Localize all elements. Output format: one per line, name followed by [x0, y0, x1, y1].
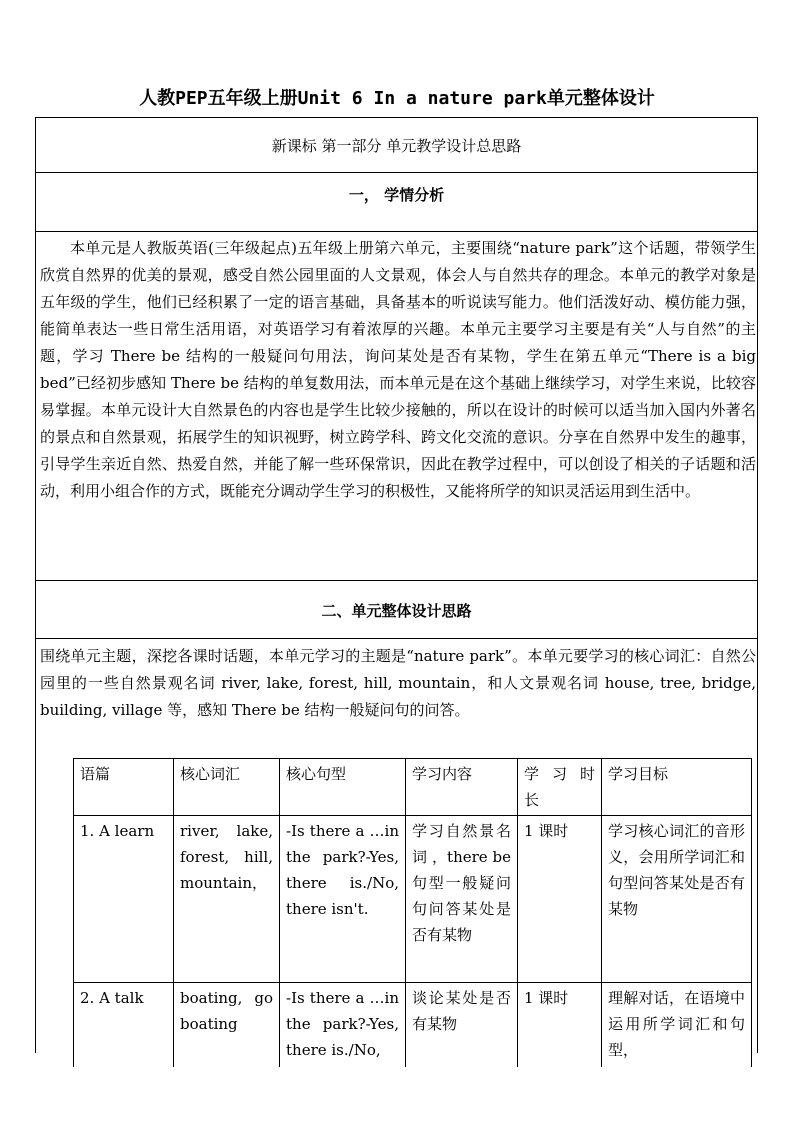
section1-paragraph: 本单元是人教版英语(三年级起点)五年级上册第六单元，主要围绕“nature park”这个话题，带领学生欣赏自然界的优美的景观，感受自然公园里面的人文景观，体会人与自然共存的理念。本单元的教学对象是五年级的学生，他们已经积累了一定的语言基础，具备基本的听说读写能力。他们活泼好动、模仿能力强，能简单表达一些日常生活用语，对英语学习有着浓厚的兴趣。本单元主要学习主要是有关“人与自然”的主题，学习 There be 结构的一般疑问句用法，询问某处是否有某物，学生在第五单元“There is a big bed”已经初步感知 There be 结构的单复数用法，而本单元是在这个基础上继续学习，对学生来说，比较容易掌握。本单元设计大自然景色的内容也是学生比较少接触的，所以在设计的时候可以适当加入国内外著名的景点和自然景观，拓展学生的知识视野，树立跨学科、跨文化交流的意识。分享在自然界中发生的趣事，引导学生亲近自然、热爱自然，并能了解一些环保常识，因此在教学过程中，可以创设了相关的子话题和活动，利用小组合作的方式，既能充分调动学生学习的积极性，又能将所学的知识灵活运用到生活中。: [40, 239, 756, 500]
divider: [36, 580, 757, 581]
table-cell: 学习核心词汇的音形义，会用所学词汇和句型问答某处是否有某物: [602, 816, 752, 983]
table-cell: river, lake, forest, hill, mountain，: [174, 816, 280, 983]
table-header-cell: 核心句型: [280, 759, 406, 816]
divider: [36, 172, 757, 173]
table-cell: 谈论某处是否有某物: [406, 983, 518, 1068]
table-cell: -Is there a …in the park?-Yes, there is./No, there isn't.: [280, 816, 406, 983]
section2-heading: 二、单元整体设计思路: [321, 602, 472, 620]
table-header-row: [74, 759, 752, 816]
table-cell: boating, go boating: [174, 983, 280, 1068]
table-cell: 学习自然景名 词 ，there be 句型一般疑问句问答某处是否有某物: [406, 816, 518, 983]
table-header-cell: 学习目标: [602, 759, 752, 816]
design-table: [35, 117, 758, 1059]
table-cell: 2. A talk: [74, 983, 174, 1068]
divider: [36, 638, 757, 639]
table-row: [74, 816, 752, 983]
table-cell: 1 课时: [518, 816, 602, 983]
section1-heading: 一， 学情分析: [348, 186, 445, 204]
table-cell: 1. A learn: [74, 816, 174, 983]
document-title: 人教PEP五年级上册Unit 6 In a nature park单元整体设计: [139, 88, 655, 109]
table-cell: 理解对话，在语境中运用所学词汇和句型，: [602, 983, 752, 1068]
divider: [36, 231, 757, 232]
lesson-table: [73, 758, 752, 1067]
section2-paragraph: 围绕单元主题，深挖各课时话题，本单元学习的主题是“nature park”。本单元要学习的核心词汇：自然公园里的一些自然景观名词 river, lake, forest, hill, mountain，和人文景观名词 house, tree, bridge, building, village 等，感知 There be 结构一般疑问句的问答。: [40, 647, 756, 719]
table-header-cell: 学习内容: [406, 759, 518, 816]
table-header-cell: 语篇: [74, 759, 174, 816]
table-header-cell: 核心词汇: [174, 759, 280, 816]
table-header-cell: 学 习 时 长: [518, 759, 602, 816]
header-row-text: 新课标 第一部分 单元教学设计总思路: [271, 137, 522, 155]
table-row: [74, 983, 752, 1068]
table-cell: 1 课时: [518, 983, 602, 1068]
table-cell: -Is there a …in the park?-Yes, there is./No,: [280, 983, 406, 1068]
